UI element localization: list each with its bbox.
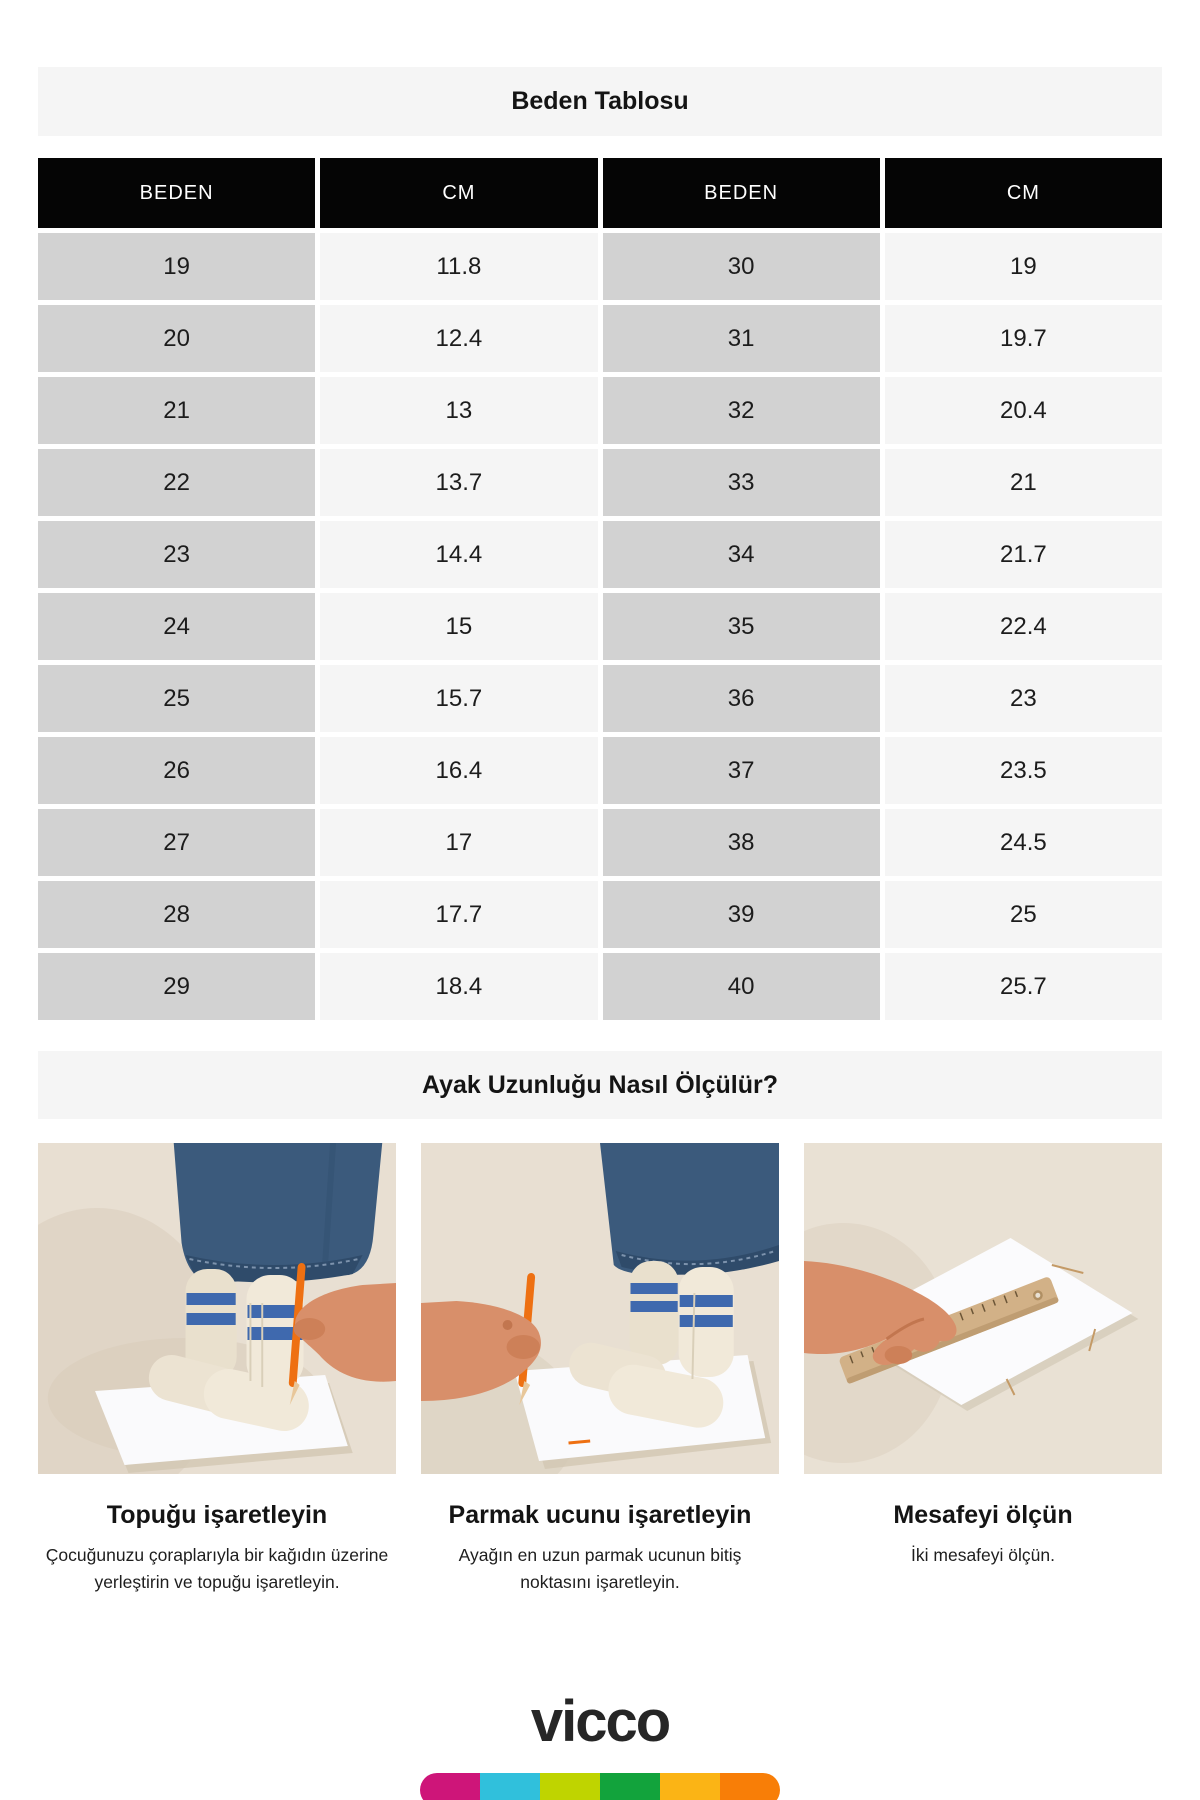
cm-cell: 19.7 bbox=[885, 305, 1162, 372]
size-cell: 40 bbox=[603, 953, 880, 1020]
size-cell: 23 bbox=[38, 521, 315, 588]
child-feet-heel-pencil-photo bbox=[38, 1143, 396, 1474]
table-row bbox=[38, 809, 1162, 876]
toe-marking-illustration bbox=[421, 1143, 779, 1474]
page-title: Beden Tablosu bbox=[38, 67, 1162, 136]
color-bar-segment bbox=[480, 1773, 540, 1800]
toe-marking-pencil-photo bbox=[421, 1143, 779, 1474]
cm-cell: 14.4 bbox=[320, 521, 597, 588]
step-title: Mesafeyi ölçün bbox=[893, 1501, 1073, 1529]
step-description: Çocuğunuzu çoraplarıyla bir kağıdın üzerine yerleştirin ve topuğu işaretleyin. bbox=[45, 1545, 389, 1593]
step-description: İki mesafeyi ölçün. bbox=[911, 1545, 1055, 1565]
hand-ruler-paper-photo bbox=[804, 1143, 1162, 1474]
cm-cell: 17 bbox=[320, 809, 597, 876]
size-cell: 37 bbox=[603, 737, 880, 804]
table-row bbox=[38, 737, 1162, 804]
cm-cell: 21 bbox=[885, 449, 1162, 516]
size-cell: 27 bbox=[38, 809, 315, 876]
table-row bbox=[38, 449, 1162, 516]
table-row bbox=[38, 953, 1162, 1020]
size-table bbox=[38, 158, 1162, 1020]
cm-cell: 15.7 bbox=[320, 665, 597, 732]
color-bar-segment bbox=[420, 1773, 480, 1800]
cm-cell: 17.7 bbox=[320, 881, 597, 948]
cm-cell: 24.5 bbox=[885, 809, 1162, 876]
table-row bbox=[38, 305, 1162, 372]
size-cell: 21 bbox=[38, 377, 315, 444]
cm-cell: 16.4 bbox=[320, 737, 597, 804]
size-cell: 29 bbox=[38, 953, 315, 1020]
size-table-body bbox=[38, 233, 1162, 1020]
table-row bbox=[38, 233, 1162, 300]
color-bar-segment bbox=[540, 1773, 600, 1800]
cm-cell: 23.5 bbox=[885, 737, 1162, 804]
vicco-logo: vicco bbox=[530, 1689, 670, 1754]
cm-cell: 22.4 bbox=[885, 593, 1162, 660]
size-cell: 30 bbox=[603, 233, 880, 300]
header-cm-left: CM bbox=[320, 158, 597, 228]
size-cell: 20 bbox=[38, 305, 315, 372]
size-cell: 24 bbox=[38, 593, 315, 660]
size-cell: 28 bbox=[38, 881, 315, 948]
cm-cell: 21.7 bbox=[885, 521, 1162, 588]
color-bar-segment bbox=[600, 1773, 660, 1800]
cm-cell: 15 bbox=[320, 593, 597, 660]
table-row bbox=[38, 665, 1162, 732]
cm-cell: 11.8 bbox=[320, 233, 597, 300]
cm-cell: 13.7 bbox=[320, 449, 597, 516]
measurement-steps bbox=[38, 1143, 1162, 1596]
color-bar-segment bbox=[660, 1773, 720, 1800]
header-beden-right: BEDEN bbox=[603, 158, 880, 228]
step-mark-toe bbox=[421, 1143, 779, 1596]
cm-cell: 23 bbox=[885, 665, 1162, 732]
step-title: Parmak ucunu işaretleyin bbox=[448, 1501, 752, 1529]
table-row bbox=[38, 881, 1162, 948]
step-description: Ayağın en uzun parmak ucunun bitiş noktasını işaretleyin. bbox=[458, 1545, 742, 1593]
size-cell: 31 bbox=[603, 305, 880, 372]
step-mark-heel bbox=[38, 1143, 396, 1596]
size-cell: 38 bbox=[603, 809, 880, 876]
size-cell: 35 bbox=[603, 593, 880, 660]
size-cell: 33 bbox=[603, 449, 880, 516]
size-cell: 25 bbox=[38, 665, 315, 732]
heel-marking-illustration bbox=[38, 1143, 396, 1474]
cm-cell: 13 bbox=[320, 377, 597, 444]
size-cell: 39 bbox=[603, 881, 880, 948]
size-cell: 34 bbox=[603, 521, 880, 588]
step-measure-distance bbox=[804, 1143, 1162, 1596]
table-row bbox=[38, 377, 1162, 444]
brand-color-bar bbox=[420, 1773, 780, 1800]
ruler-measuring-illustration bbox=[804, 1143, 1162, 1474]
section-title: Ayak Uzunluğu Nasıl Ölçülür? bbox=[38, 1051, 1162, 1119]
header-beden-left: BEDEN bbox=[38, 158, 315, 228]
size-cell: 22 bbox=[38, 449, 315, 516]
cm-cell: 12.4 bbox=[320, 305, 597, 372]
table-row bbox=[38, 593, 1162, 660]
cm-cell: 18.4 bbox=[320, 953, 597, 1020]
color-bar-segment bbox=[720, 1773, 780, 1800]
header-cm-right: CM bbox=[885, 158, 1162, 228]
cm-cell: 25 bbox=[885, 881, 1162, 948]
size-cell: 32 bbox=[603, 377, 880, 444]
table-row bbox=[38, 521, 1162, 588]
size-cell: 36 bbox=[603, 665, 880, 732]
step-title: Topuğu işaretleyin bbox=[106, 1501, 328, 1529]
size-cell: 19 bbox=[38, 233, 315, 300]
cm-cell: 19 bbox=[885, 233, 1162, 300]
cm-cell: 25.7 bbox=[885, 953, 1162, 1020]
size-cell: 26 bbox=[38, 737, 315, 804]
table-header-row bbox=[38, 158, 1162, 228]
cm-cell: 20.4 bbox=[885, 377, 1162, 444]
